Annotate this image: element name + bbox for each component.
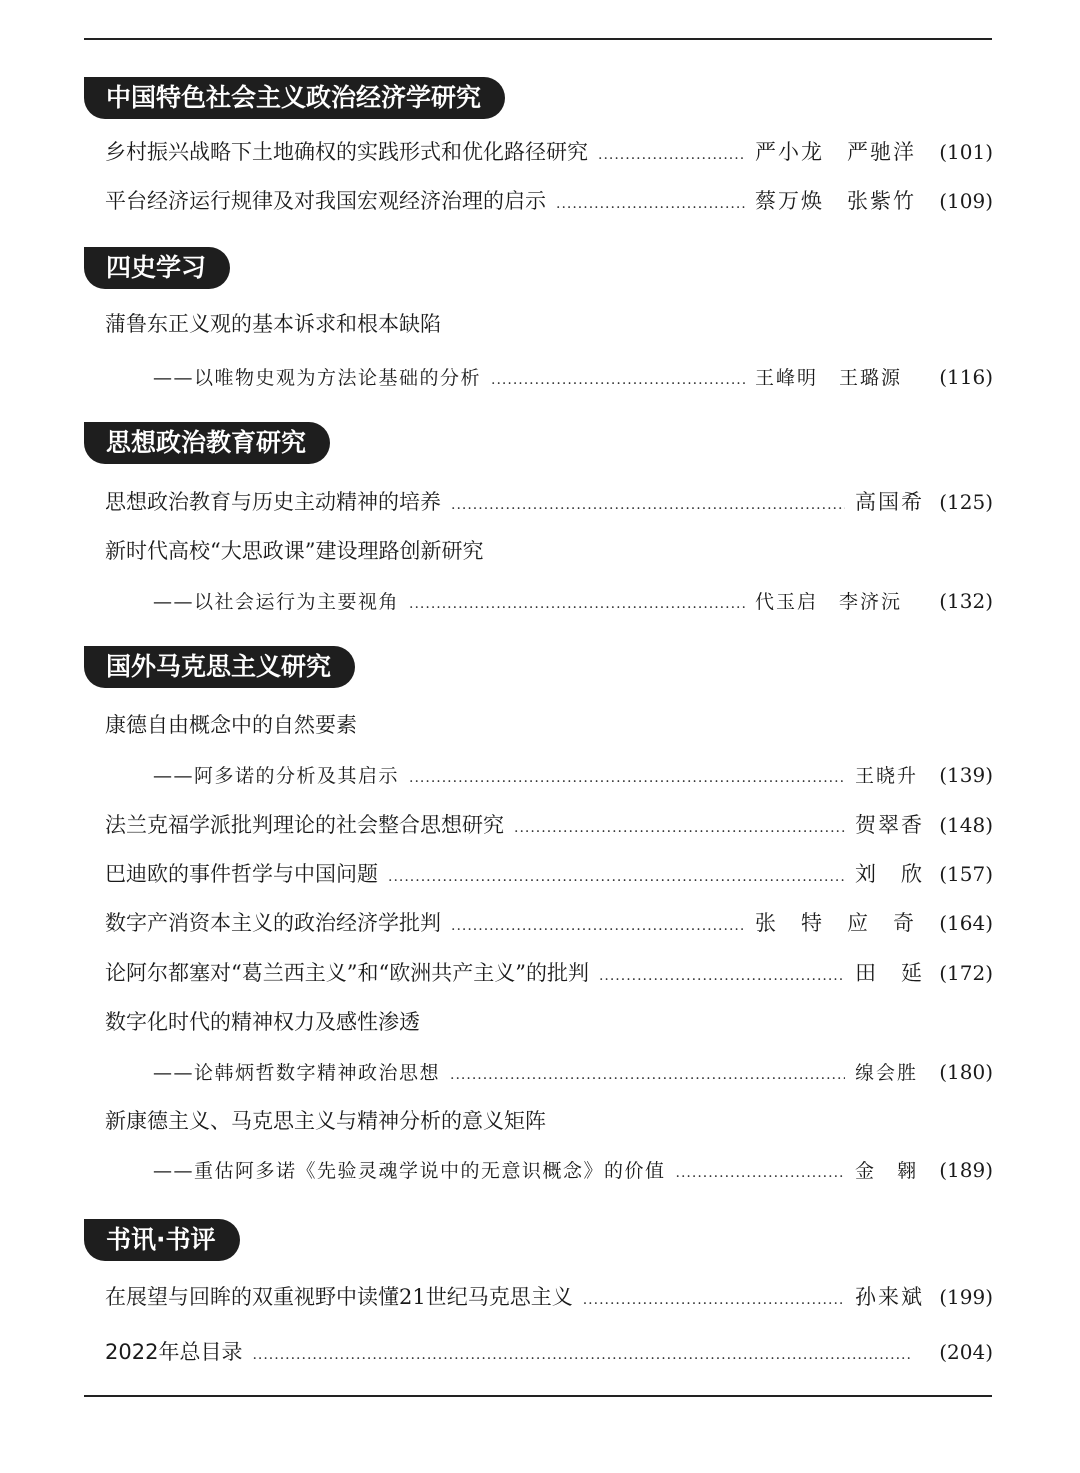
leader-dots [450,1060,845,1090]
entry-page: (148) [939,813,993,837]
entry-author: 高国希 [855,490,924,514]
toc-entry[interactable] [153,586,993,616]
toc-entry[interactable] [105,137,993,167]
leader-dots [252,1340,913,1370]
top-rule [84,38,992,40]
entry-author: 代玉启 李济沅 [755,591,903,613]
entry-author: 王晓升 [855,765,919,787]
entry-title[interactable]: 康德自由概念中的自然要素 [105,713,357,737]
section-label-four-histories: 四史学习 [84,247,230,289]
entry-title: 巴迪欧的事件哲学与中国问题 [105,862,378,886]
toc-entry[interactable] [105,908,993,938]
entry-author: 孙来斌 [855,1285,924,1309]
entry-subtitle: ——重估阿多诺《先验灵魂学说中的无意识概念》的价值 [153,1160,666,1182]
leader-dots [409,589,745,619]
leader-dots [514,813,845,843]
leader-dots [451,911,745,941]
entry-page: (157) [939,862,993,886]
toc-entry[interactable] [105,810,993,840]
entry-title[interactable]: 新康德主义、马克思主义与精神分析的意义矩阵 [105,1109,546,1133]
entry-title: 乡村振兴战略下土地确权的实践形式和优化路径研究 [105,140,588,164]
toc-entry[interactable] [105,487,993,517]
entry-page: (132) [939,589,993,613]
entry-subtitle: ——以社会运行为主要视角 [153,591,400,613]
entry-page: (125) [939,490,993,514]
bottom-rule [84,1395,992,1397]
entry-title: 在展望与回眸的双重视野中读懂21世纪马克思主义 [105,1285,573,1309]
leader-dots [409,763,845,793]
leader-dots [491,365,745,395]
leader-dots [388,862,845,892]
toc-entry[interactable] [105,958,993,988]
entry-page: (109) [939,189,993,213]
entry-title[interactable]: 数字化时代的精神权力及感性渗透 [105,1010,420,1034]
entry-subtitle: ——阿多诺的分析及其启示 [153,765,400,787]
entry-author: 蔡万焕 张紫竹 [755,189,916,213]
section-label-book-review: 书讯·书评 [84,1219,240,1261]
entry-title: 2022年总目录 [105,1340,243,1364]
entry-page: (204) [939,1340,993,1364]
entry-author: 张 特 应 奇 [755,911,916,935]
toc-entry[interactable] [153,362,993,392]
leader-dots [676,1158,845,1188]
entry-title[interactable]: 新时代高校“大思政课”建设理路创新研究 [105,539,484,563]
entry-page: (101) [939,140,993,164]
entry-title: 平台经济运行规律及对我国宏观经济治理的启示 [105,189,546,213]
entry-page: (139) [939,763,993,787]
entry-author: 刘 欣 [855,862,924,886]
entry-page: (172) [939,961,993,985]
toc-entry[interactable] [153,1155,993,1185]
entry-page: (116) [939,365,993,389]
toc-entry[interactable] [105,1282,993,1312]
section-label-ideological-education: 思想政治教育研究 [84,422,330,464]
leader-dots [583,1285,845,1315]
entry-title: 数字产消资本主义的政治经济学批判 [105,911,441,935]
toc-entry[interactable] [153,760,993,790]
entry-subtitle: ——以唯物史观为方法论基础的分析 [153,367,482,389]
entry-title: 思想政治教育与历史主动精神的培养 [105,490,441,514]
leader-dots [599,961,845,991]
leader-dots [598,140,745,170]
section-label-political-economy: 中国特色社会主义政治经济学研究 [84,77,505,119]
leader-dots [556,189,745,219]
entry-page: (189) [939,1158,993,1182]
entry-page: (164) [939,911,993,935]
entry-author: 金 翱 [855,1160,919,1182]
entry-title: 论阿尔都塞对“葛兰西主义”和“欧洲共产主义”的批判 [105,961,589,985]
leader-dots [451,490,845,520]
entry-title: 法兰克福学派批判理论的社会整合思想研究 [105,813,504,837]
entry-page: (180) [939,1060,993,1084]
section-label-foreign-marxism: 国外马克思主义研究 [84,646,355,688]
toc-entry-annual-index[interactable] [105,1337,993,1367]
entry-title[interactable]: 蒲鲁东正义观的基本诉求和根本缺陷 [105,312,441,336]
entry-author: 贺翠香 [855,813,924,837]
entry-author: 田 延 [855,961,924,985]
entry-author: 缐会胜 [855,1062,919,1084]
toc-entry[interactable] [105,859,993,889]
toc-entry[interactable] [105,186,993,216]
toc-entry[interactable] [153,1057,993,1087]
entry-author: 王峰明 王璐源 [755,367,903,389]
entry-page: (199) [939,1285,993,1309]
entry-subtitle: ——论韩炳哲数字精神政治思想 [153,1062,441,1084]
entry-author: 严小龙 严驰洋 [755,140,916,164]
